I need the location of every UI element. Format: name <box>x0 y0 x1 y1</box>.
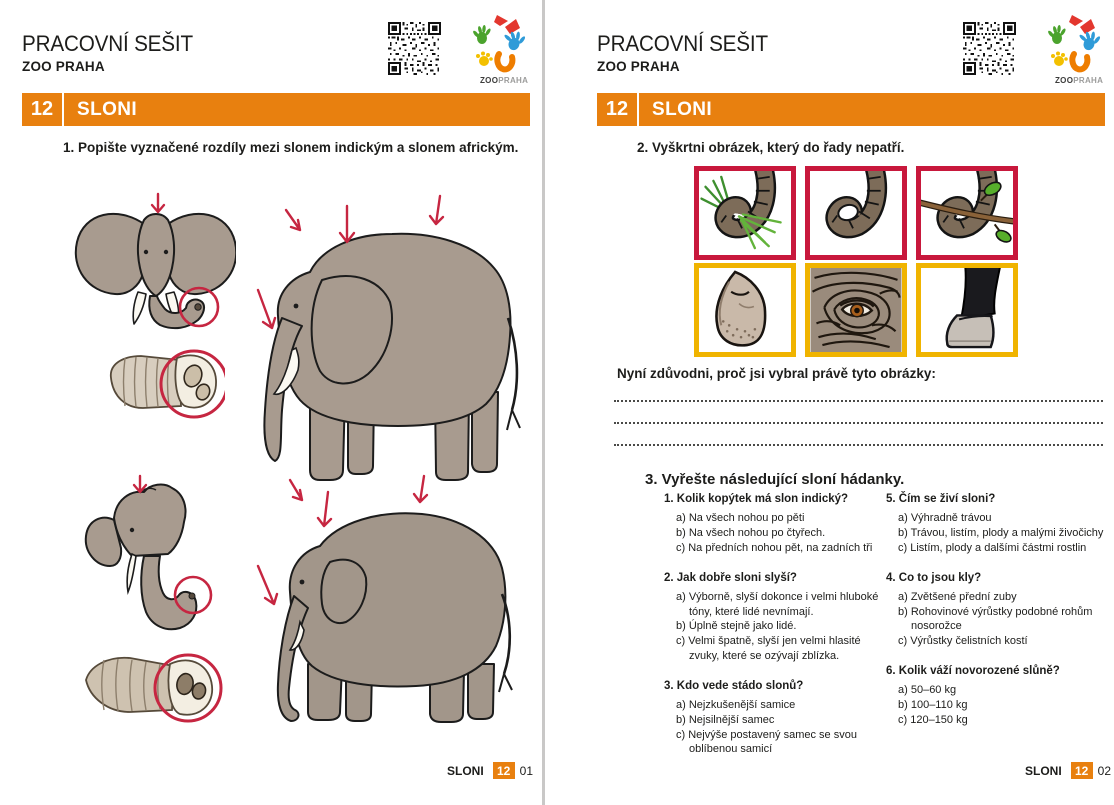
option: a) Výhradně trávou <box>898 512 992 525</box>
question-block <box>664 679 884 757</box>
question-title: 4. Co to jsou kly? <box>886 571 982 584</box>
chapter-banner <box>22 93 530 126</box>
option: b) 100–110 kg <box>898 699 968 712</box>
task3-heading: 3. Vyřešte následující sloní hádanky. <box>645 471 905 488</box>
question-title: 6. Kolik váží novorozené slůně? <box>886 664 1060 677</box>
question-block <box>886 664 1114 728</box>
indian-elephant-molar-figure <box>82 636 230 728</box>
gallery-box-trunk-with-egg[interactable] <box>805 166 907 260</box>
footer-page-number: 02 <box>1097 763 1112 778</box>
zoo-praha-logo-icon <box>1047 14 1103 86</box>
workbook-subtitle: ZOO PRAHA <box>597 59 680 74</box>
trunk-with-egg-image <box>810 171 902 255</box>
trunk-with-branch-image <box>921 171 1013 255</box>
chapter-title: SLONI <box>652 98 713 120</box>
african-elephant-head-figure <box>68 192 236 332</box>
page-divider <box>542 0 545 805</box>
footer-chapter-label: SLONI <box>447 763 484 778</box>
option: b) Úplně stejně jako lidé. <box>676 620 797 633</box>
option: a) Na všech nohou po pěti <box>676 512 805 525</box>
gallery-box-trunk-with-grass[interactable] <box>694 166 796 260</box>
option: a) Nejzkušenější samice <box>676 699 796 712</box>
question-block <box>664 571 884 664</box>
workbook-title: PRACOVNÍ SEŠIT <box>22 31 193 56</box>
chapter-number: 12 <box>22 93 64 126</box>
trunk-with-grass-image <box>699 171 791 255</box>
indian-elephant-body-figure <box>250 474 528 726</box>
option: c) 120–150 kg <box>898 713 968 726</box>
question-title: 5. Čím se živí sloni? <box>886 493 996 505</box>
workbook-subtitle: ZOO PRAHA <box>22 59 105 74</box>
elephant-trunk-tip-image <box>699 268 791 352</box>
gallery-box-elephant-eye[interactable] <box>805 263 907 357</box>
indian-elephant-head-figure <box>72 474 237 646</box>
task2-text: 2. Vyškrtni obrázek, který do řady nepatří. <box>637 140 905 155</box>
footer-chapter-label: SLONI <box>1025 763 1062 778</box>
option: b) Na všech nohou po čtyřech. <box>676 527 826 540</box>
gallery-box-trunk-with-branch[interactable] <box>916 166 1018 260</box>
option: c) Výrůstky čelistních kostí <box>898 635 1028 648</box>
gallery-box-trunk-tip[interactable] <box>694 263 796 357</box>
zoo-praha-logo-icon <box>472 14 528 86</box>
question-title: 1. Kolik kopýtek má slon indický? <box>664 493 849 505</box>
option: c) Na předních nohou pět, na zadních tři <box>676 541 873 554</box>
gallery-box-hoofed-foot[interactable] <box>916 263 1018 357</box>
option: c) Nejvýše postavený samec se svou oblíbenou samicí <box>676 728 857 756</box>
question-block <box>664 492 884 556</box>
answer-line[interactable] <box>614 400 1103 402</box>
page-footer <box>1025 762 1111 779</box>
african-elephant-body-figure <box>250 190 528 488</box>
riddles-column-left <box>664 492 884 772</box>
option: b) Trávou, listím, plody a malými živočichy <box>898 527 1104 540</box>
chapter-banner <box>597 93 1105 126</box>
question-title: 3. Kdo vede stádo slonů? <box>664 679 804 692</box>
workbook-title: PRACOVNÍ SEŠIT <box>597 31 768 56</box>
riddles-column-right <box>886 492 1114 743</box>
qr-code-icon <box>388 22 441 75</box>
justify-prompt: Nyní zdůvodni, proč jsi vybral právě tyto obrázky: <box>617 366 936 381</box>
option: c) Listím, plody a dalšími částmi rostlin <box>898 541 1087 554</box>
option: b) Rohovinové výrůstky podobné rohům nosorožce <box>898 605 1093 633</box>
answer-line[interactable] <box>614 444 1103 446</box>
task1-text: 1. Popište vyznačené rozdíly mezi slonem indickým a slonem africkým. <box>63 140 519 155</box>
chapter-number: 12 <box>597 93 639 126</box>
option: c) Velmi špatně, slyší jen velmi hlasité zvuky, které se ozývají zblízka. <box>676 635 861 662</box>
page-footer <box>447 762 533 779</box>
option: a) 50–60 kg <box>898 684 957 697</box>
answer-line[interactable] <box>614 422 1103 424</box>
elephant-eye-image <box>810 268 902 352</box>
option: a) Výborně, slyší dokonce i velmi hluboké tóny, které lidé nevnímají. <box>676 591 879 618</box>
question-block <box>886 492 1114 556</box>
hoofed-foot-image <box>921 268 1013 352</box>
footer-chapter-number: 12 <box>1071 762 1093 779</box>
option: b) Nejsilnější samec <box>676 713 775 726</box>
question-title: 2. Jak dobře sloni slyší? <box>664 571 797 584</box>
chapter-title: SLONI <box>77 98 138 120</box>
question-block <box>886 571 1114 649</box>
footer-chapter-number: 12 <box>493 762 515 779</box>
option: a) Zvětšené přední zuby <box>898 591 1017 604</box>
african-elephant-molar-figure <box>105 342 225 432</box>
footer-page-number: 01 <box>519 763 534 778</box>
qr-code-icon <box>963 22 1016 75</box>
